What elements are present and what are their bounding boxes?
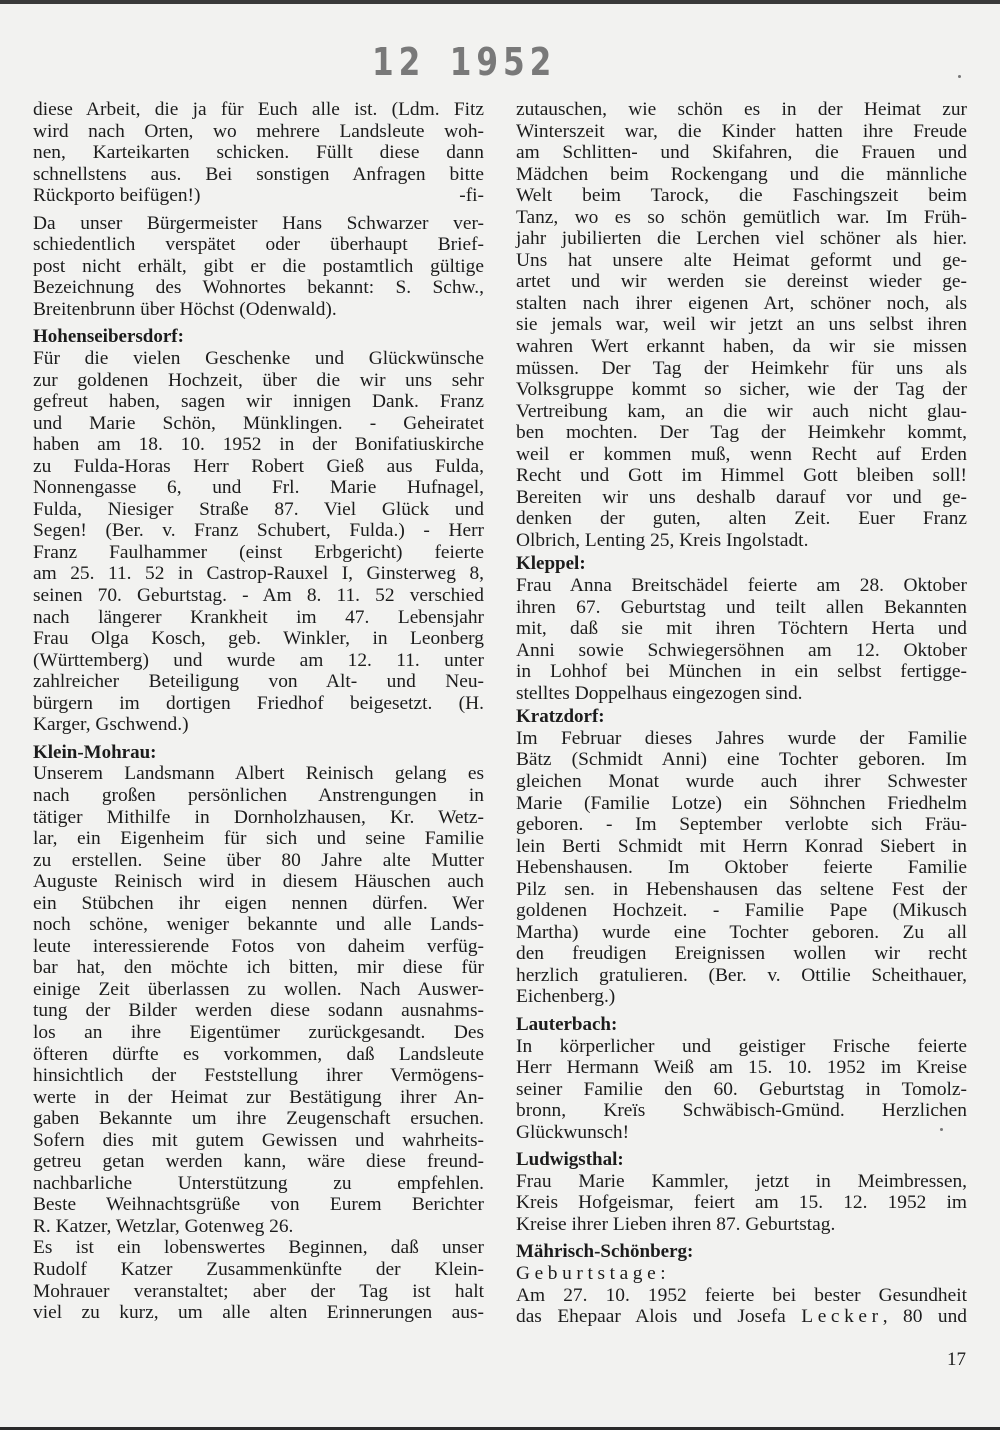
text-line: stalten nach ihrer eigenen Art, schöner noch, als [516, 292, 967, 314]
text-line: nen, Karteikarten schicken. Füllt diese dann [33, 142, 484, 164]
section-kleppel [516, 553, 967, 704]
text-line: Kreise ihrer Lieben ihren 87. Geburtstag. [516, 1213, 836, 1235]
text-line: bürgern im dortigen Friedhof beigesetzt. (H. [33, 692, 484, 714]
author-signature: -fi- [459, 185, 484, 207]
text-line: Glückwunsch! [516, 1121, 630, 1143]
text-line: gefreut haben, sagen wir innigen Dank. Franz [33, 391, 484, 413]
text-line: lar, ein Eigenheim für sich und seine Familie [33, 828, 484, 850]
text-line: Bezeichnung des Wohnortes bekannt: S. Schw., [33, 277, 484, 299]
text-line: Volksgruppe kommt so sicher, wie der Tag der [516, 379, 967, 401]
text-line: Mädchen beim Rockengang und die männliche [516, 163, 967, 185]
text-line: hinsichtlich der Feststellung ihrer Vermögens- [33, 1065, 484, 1087]
section-heading: Lauterbach: [516, 1013, 618, 1035]
text-line: zur goldenen Hochzeit, über die wir uns sehr [33, 369, 484, 391]
text-line: Am 27. 10. 1952 feierte bei bester Gesundheit [516, 1284, 967, 1306]
text-line: Mohrauer veranstaltet; aber der Tag ist halt [33, 1280, 484, 1302]
text-line: gaben Bekannte um ihre Zeugenschaft ersuchen. [33, 1108, 484, 1130]
text-line: Marie (Familie Lotze) ein Söhnchen Friedhelm [516, 792, 967, 814]
text-line: nachbarliche Unterstützung zu empfehlen. [33, 1172, 484, 1194]
text-line: Beste Weihnachtsgrüße von Eurem Berichter [33, 1194, 484, 1216]
text-line: zu Fulda-Horas Herr Robert Gieß aus Fulda, [33, 455, 484, 477]
left-column [33, 99, 484, 1324]
text-line: Sofern dies mit gutem Gewissen und wahrheits- [33, 1129, 484, 1151]
scan-speck [940, 1128, 943, 1131]
text-line: Bätz (Schmidt Anni) eine Tochter geboren. Im [516, 749, 967, 771]
section-kratzdorf [516, 706, 967, 1008]
section-heading: Klein-Mohrau: [33, 741, 157, 763]
text-line: goldenen Hochzeit. - Familie Pape (Mikusch [516, 900, 967, 922]
text-line: (Württemberg) und wurde am 12. 11. unter [33, 649, 484, 671]
text-line: wird nach Orten, wo mehrere Landsleute woh- [33, 120, 484, 142]
paragraph-intro [33, 99, 484, 207]
section-ludwigsthal [516, 1149, 967, 1235]
text-fragment: , 80 und [882, 1306, 967, 1328]
text-line: geboren. - Im September verlobte sich Fräu- [516, 814, 967, 836]
text-line: tung der Bilder werden diese sodann ausnahms- [33, 1000, 484, 1022]
text-line: Herr Hermann Weiß am 15. 10. 1952 im Kreise [516, 1057, 967, 1079]
text-line: viel zu kurz, um alle alten Erinnerungen aus- [33, 1302, 484, 1324]
text-line: R. Katzer, Wetzlar, Gotenweg 26. [33, 1215, 294, 1237]
text-line: Fulda, Niesiger Straße 87. Viel Glück und [33, 498, 484, 520]
subheading-birthdays: Geburtstage: [516, 1262, 671, 1284]
right-column [516, 99, 967, 1328]
text-line: bronn, Kreïs Schwäbisch-Gmünd. Herzlichen [516, 1100, 967, 1122]
text-fragment: das Ehepaar Alois und Josefa [516, 1306, 802, 1328]
text-line: ben mochten. Der Tag der Heimkehr kommt, [516, 422, 967, 444]
section-heading: Mährisch-Schönberg: [516, 1241, 694, 1263]
text-line: zutauschen, wie schön es in der Heimat zur [516, 99, 967, 120]
text-line: wahren Wert erkannt haben, da wir sie missen [516, 336, 967, 358]
text-line: ihren 67. Geburtstag und teilt allen Bekannten [516, 596, 967, 618]
text-line: Eichenberg.) [516, 986, 616, 1008]
text-line: den freudigen Ereignissen wollen wir recht [516, 943, 967, 965]
scan-speck [958, 75, 961, 78]
text-line: bar hat, den möchte ich bitten, mir diese für [33, 957, 484, 979]
text-line: Hebenshausen. Im Oktober feierte Familie [516, 857, 967, 879]
text-line: Da unser Bürgermeister Hans Schwarzer ver- [33, 212, 484, 234]
text-line: Franz Faulhammer (einst Erbgericht) feierte [33, 541, 484, 563]
text-line: ein Stübchen ihr eigen nennen dürfen. Wer [33, 892, 484, 914]
page-number: 17 [947, 1349, 966, 1370]
date-stamp [372, 40, 556, 84]
text-line: Winterszeit war, die Kinder hatten ihre Freude [516, 120, 967, 142]
text-line: werte in der Heimat zur Bestätigung ihrer An- [33, 1086, 484, 1108]
text-line: getreu getan werden kann, wäre diese freund- [33, 1151, 484, 1173]
text-line: Kreis Hofgeismar, feiert am 15. 12. 1952 im [516, 1192, 967, 1214]
stamp-month: 12 [372, 40, 426, 84]
text-line: Es ist ein lobenswertes Beginnen, daß unser [33, 1237, 484, 1259]
text-line: seiner Familie den 60. Geburtstag in Tomolz- [516, 1078, 967, 1100]
text-line: leute interessierende Fotos von daheim verfüg- [33, 935, 484, 957]
text-line: sie jemals war, weil wir jetzt an uns selbst ihren [516, 314, 967, 336]
text-line: gleichen Monat wurde auch ihrer Schwester [516, 770, 967, 792]
paragraph-continuation [516, 99, 967, 551]
section-heading: Kleppel: [516, 553, 586, 575]
text-line: und Marie Schön, Münklingen. - Geheiratet [33, 412, 484, 434]
text-line: Auguste Reinisch wird in diesem Häuschen auch [33, 871, 484, 893]
text-line [33, 185, 484, 207]
text-line: tätiger Mithilfe in Dornholzhausen, Kr. Wetz- [33, 806, 484, 828]
text-line: schnellstens aus. Bei sonstigen Anfragen bitte [33, 163, 484, 185]
text-line: nach großen persönlichen Anstrengungen in [33, 784, 484, 806]
text-line: öfteren dürfte es vorkommen, daß Landsleute [33, 1043, 484, 1065]
text-line: Anni sowie Schwiegersöhnen am 12. Oktober [516, 639, 967, 661]
text-line: seinen 70. Geburtstag. - Am 8. 11. 52 verschied [33, 585, 484, 607]
text-line: schiedentlich verspätet oder überhaupt Brief- [33, 234, 484, 256]
text-line: Tanz, wo es so schön gemütlich war. Im Früh- [516, 206, 967, 228]
text-line: artet und wir werden sie dereinst wieder ge- [516, 271, 967, 293]
text-line: herzlich gratulieren. (Ber. v. Ottilie Scheithauer, [516, 964, 967, 986]
text-line: lein Berti Schmidt mit Herrn Konrad Siebert in [516, 835, 967, 857]
text-line: weil er kommen muß, wenn Recht auf Erden [516, 443, 967, 465]
section-heading: Ludwigsthal: [516, 1149, 624, 1171]
section-lauterbach [516, 1014, 967, 1143]
section-heading: Hohenseibersdorf: [33, 326, 184, 348]
text-line: am 25. 11. 52 in Castrop-Rauxel I, Ginsterweg 8, [33, 563, 484, 585]
text-line: in Lohhof bei München in ein selbst fertigge- [516, 661, 967, 683]
paragraph-mayor-note [33, 213, 484, 321]
text-line: Im Februar dieses Jahres wurde der Familie [516, 727, 967, 749]
section-maehrisch-schoenberg [516, 1241, 967, 1327]
text-line: Recht und Gott im Himmel Gott bleiben soll! [516, 465, 967, 487]
text-line: Frau Marie Kammler, jetzt in Meimbressen, [516, 1170, 967, 1192]
text-line: zahlreicher Beteiligung von Alt- und Neu- [33, 671, 484, 693]
text-line: Pilz sen. in Hebenshausen das seltene Fest der [516, 878, 967, 900]
text-line: Rudolf Katzer Zusammenkünfte der Klein- [33, 1258, 484, 1280]
text-line: stelltes Doppelhaus eingezogen sind. [516, 682, 803, 704]
text-line: am Schlitten- und Skifahren, die Frauen und [516, 142, 967, 164]
text-line: denken der guten, alten Zeit. Euer Franz [516, 508, 967, 530]
text-line: In körperlicher und geistiger Frische feierte [516, 1035, 967, 1057]
text-line: haben am 18. 10. 1952 in der Bonifatiuskirche [33, 434, 484, 456]
text-line: nach längerer Krankheit im 47. Lebensjahr [33, 606, 484, 628]
text-line: mit, daß sie mit ihren Töchtern Herta und [516, 618, 967, 640]
text-line: Vertreibung kam, an die wir auch nicht glau- [516, 400, 967, 422]
text-line: Karger, Gschwend.) [33, 714, 189, 736]
scan-border-top [0, 0, 1000, 4]
text-line: noch schöne, weniger bekannte und alle Lands- [33, 914, 484, 936]
text-line: Für die vielen Geschenke und Glückwünsche [33, 348, 484, 370]
text-line: Martha) wurde eine Tochter geboren. Zu all [516, 921, 967, 943]
text-line: Breitenbrunn über Höchst (Odenwald). [33, 298, 337, 320]
spaced-surname: Lecker [801, 1306, 883, 1328]
text-line: post nicht erhält, gibt er die postamtlich gültige [33, 255, 484, 277]
text-line: Frau Olga Kosch, geb. Winkler, in Leonberg [33, 628, 484, 650]
text-line: Welt beim Tarock, die Faschingszeit beim [516, 185, 967, 207]
text-line [516, 1306, 967, 1328]
text-line: Uns hat unsere alte Heimat geformt und ge- [516, 249, 967, 271]
section-hohenseibersdorf [33, 326, 484, 735]
text-line: einige Zeit überlassen zu wollen. Nach Auswer- [33, 978, 484, 1000]
text-line: jahr jubilierten die Lerchen viel schöner als hier. [516, 228, 967, 250]
text-line: Bereiten wir uns deshalb darauf vor und ge- [516, 486, 967, 508]
text-line: diese Arbeit, die ja für Euch alle ist. (Ldm. Fitz [33, 99, 484, 120]
section-klein-mohrau [33, 742, 484, 1324]
section-heading: Kratzdorf: [516, 706, 605, 728]
text-line: los an ihre Eigentümer zurückgesandt. Des [33, 1021, 484, 1043]
text-line: müssen. Der Tag der Heimkehr für uns als [516, 357, 967, 379]
text-line: Segen! (Ber. v. Franz Schubert, Fulda.) - Herr [33, 520, 484, 542]
text-line: Frau Anna Breitschädel feierte am 28. Oktober [516, 575, 967, 597]
text-line: Olbrich, Lenting 25, Kreis Ingolstadt. [516, 529, 809, 551]
text-line: Nonnengasse 6, und Frl. Marie Hufnagel, [33, 477, 484, 499]
text-line: zu erstellen. Seine über 80 Jahre alte Mutter [33, 849, 484, 871]
text-line: Unserem Landsmann Albert Reinisch gelang es [33, 763, 484, 785]
intro-last-text: Rückporto beifügen!) [33, 185, 201, 207]
stamp-year: 1952 [449, 40, 557, 84]
